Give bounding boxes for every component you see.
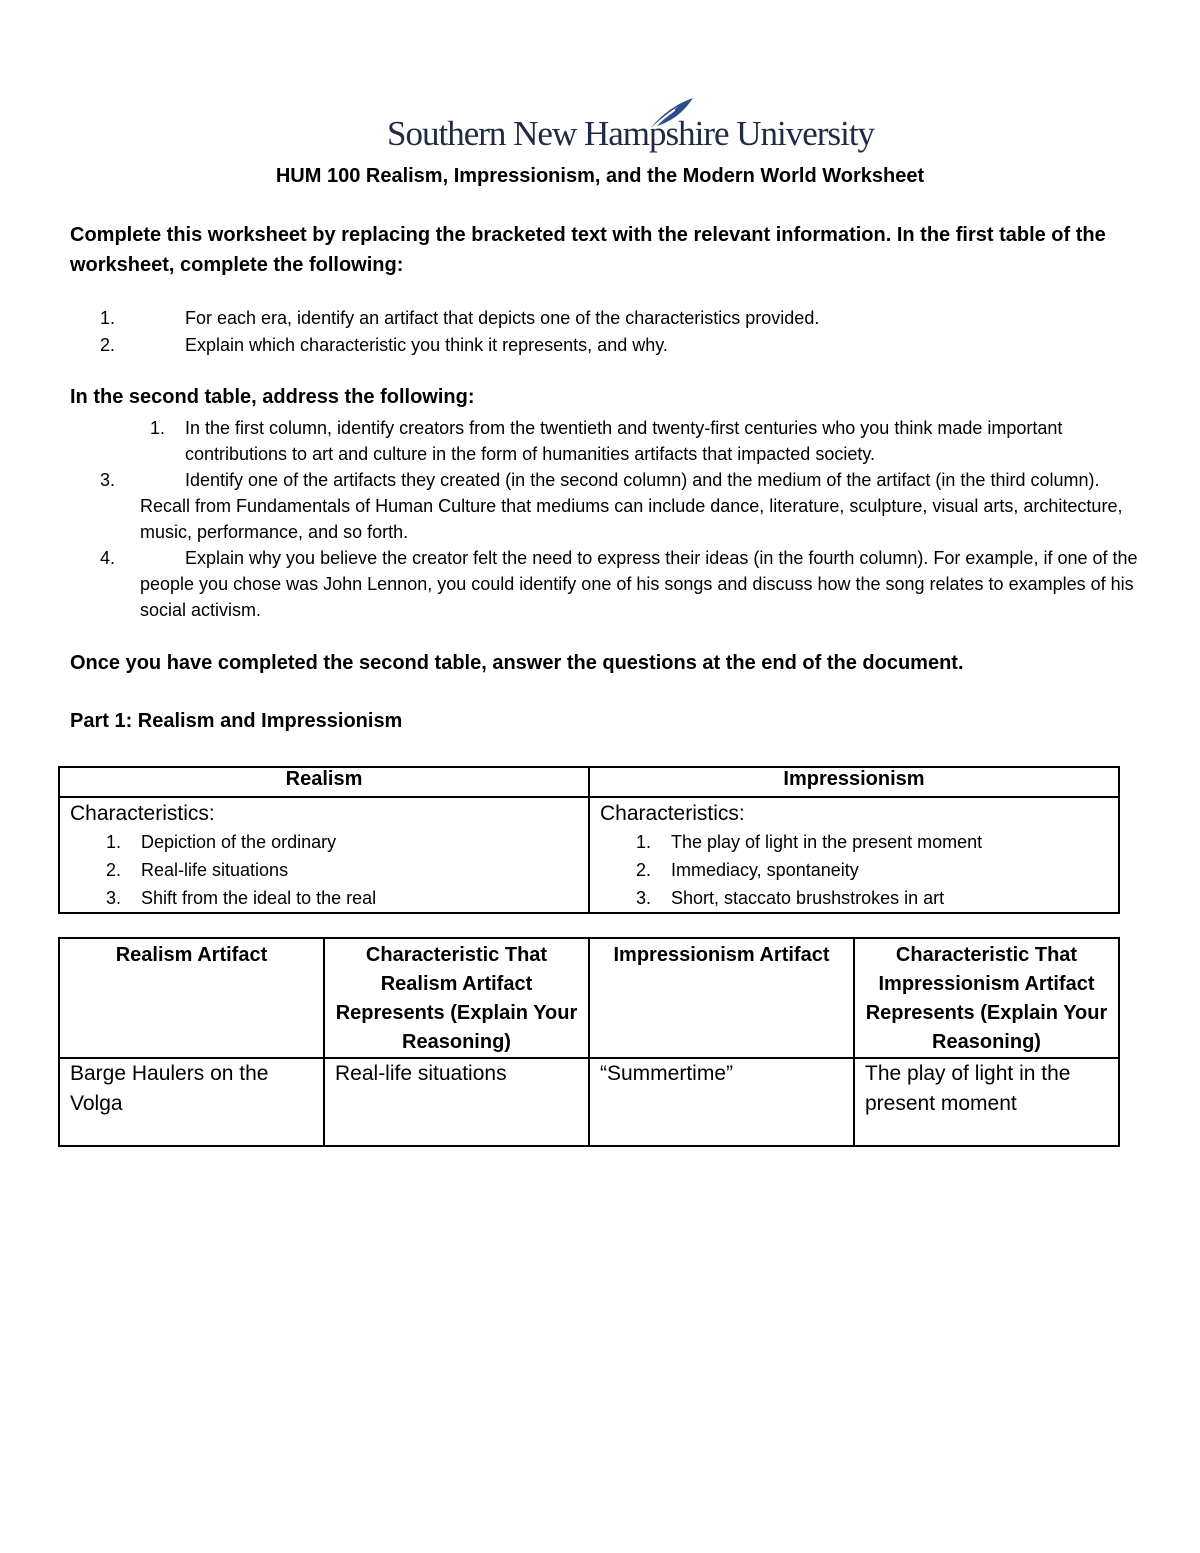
list-number: 1. (106, 832, 122, 852)
realism-artifact-cell[interactable]: Barge Haulers on the Volga (59, 1058, 324, 1146)
list-text: Explain which characteristic you think it represents, and why. (185, 335, 668, 355)
realism-characteristics-cell (59, 797, 589, 913)
list-text: Short, staccato brushstrokes in art (671, 888, 945, 908)
list-item (70, 545, 1140, 623)
second-table-heading: In the second table, address the following: (70, 386, 475, 408)
second-table-instructions (70, 415, 1140, 623)
first-table-instructions (70, 305, 1130, 359)
list-item (70, 467, 1140, 545)
list-text: Identify one of the artifacts they created (in the second column) and the medium of the artifact (in the third column). Recall from Fundamentals of Human Culture that mediums can include dance, literature, sculpture, visual arts, architecture, music, performance, and so forth. (140, 470, 1123, 542)
list-number: 3. (636, 888, 652, 908)
list-item (70, 856, 578, 884)
list-number: 3. (106, 888, 122, 908)
list-item (600, 856, 1108, 884)
table-row (59, 1058, 1119, 1146)
logo-text: Southern New Hampshire University (387, 114, 875, 153)
list-text: Shift from the ideal to the real (141, 888, 377, 908)
list-text: Immediacy, spontaneity (671, 860, 859, 880)
list-item (600, 828, 1108, 856)
list-text: Explain why you believe the creator felt the need to express their ideas (in the fourth column). For example, if one of the people you chose was John Lennon, you could identify one of his songs and discuss how the song relates to examples of his social activism. (140, 548, 1138, 620)
table-header-cell: Characteristic That Impressionism Artifact Represents (Explain Your Reasoning) (854, 938, 1119, 1058)
list-text: Real-life situations (141, 860, 289, 880)
completion-instruction: Once you have completed the second table, answer the questions at the end of the document. (70, 652, 964, 674)
list-item (70, 828, 578, 856)
list-number: 1. (636, 832, 652, 852)
table-header-cell: Impressionism Artifact (589, 938, 854, 1058)
table-header-cell: Characteristic That Realism Artifact Represents (Explain Your Reasoning) (324, 938, 589, 1058)
list-item (70, 332, 1130, 359)
list-item (600, 884, 1108, 912)
impressionism-characteristics-cell (589, 797, 1119, 913)
list-number: 3. (100, 470, 116, 490)
list-number: 4. (100, 548, 116, 568)
realism-header: Realism (59, 767, 589, 797)
list-item (70, 884, 578, 912)
impressionism-characteristic-cell[interactable]: The play of light in the present moment (854, 1058, 1119, 1146)
impressionism-header: Impressionism (589, 767, 1119, 797)
part1-heading: Part 1: Realism and Impressionism (70, 710, 403, 732)
list-text: In the first column, identify creators from the twentieth and twenty-first centuries who you think made important contributions to art and culture in the form of humanities artifacts that impacted society. (185, 418, 1063, 464)
list-number: 1. (100, 308, 116, 328)
realism-characteristic-cell[interactable]: Real-life situations (324, 1058, 589, 1146)
list-number: 2. (100, 335, 116, 355)
intro-paragraph: Complete this worksheet by replacing the bracketed text with the relevant information. In the first table of the worksheet, complete the following: (70, 224, 1106, 276)
list-text: Depiction of the ordinary (141, 832, 337, 852)
list-number: 2. (106, 860, 122, 880)
feather-quill-icon (645, 96, 695, 132)
characteristics-label: Characteristics: (600, 802, 745, 825)
characteristics-label: Characteristics: (70, 802, 215, 825)
impressionism-artifact-cell[interactable]: “Summertime” (589, 1058, 854, 1146)
university-logo (387, 96, 875, 162)
characteristics-table (58, 766, 1120, 914)
list-item (70, 415, 1140, 467)
list-number: 1. (150, 418, 166, 438)
artifacts-table (58, 937, 1120, 1147)
list-number: 2. (636, 860, 652, 880)
list-text: For each era, identify an artifact that depicts one of the characteristics provided. (185, 308, 820, 328)
table-header-cell: Realism Artifact (59, 938, 324, 1058)
list-item (70, 305, 1130, 332)
page-title: HUM 100 Realism, Impressionism, and the Modern World Worksheet (275, 165, 925, 187)
list-text: The play of light in the present moment (671, 832, 983, 852)
